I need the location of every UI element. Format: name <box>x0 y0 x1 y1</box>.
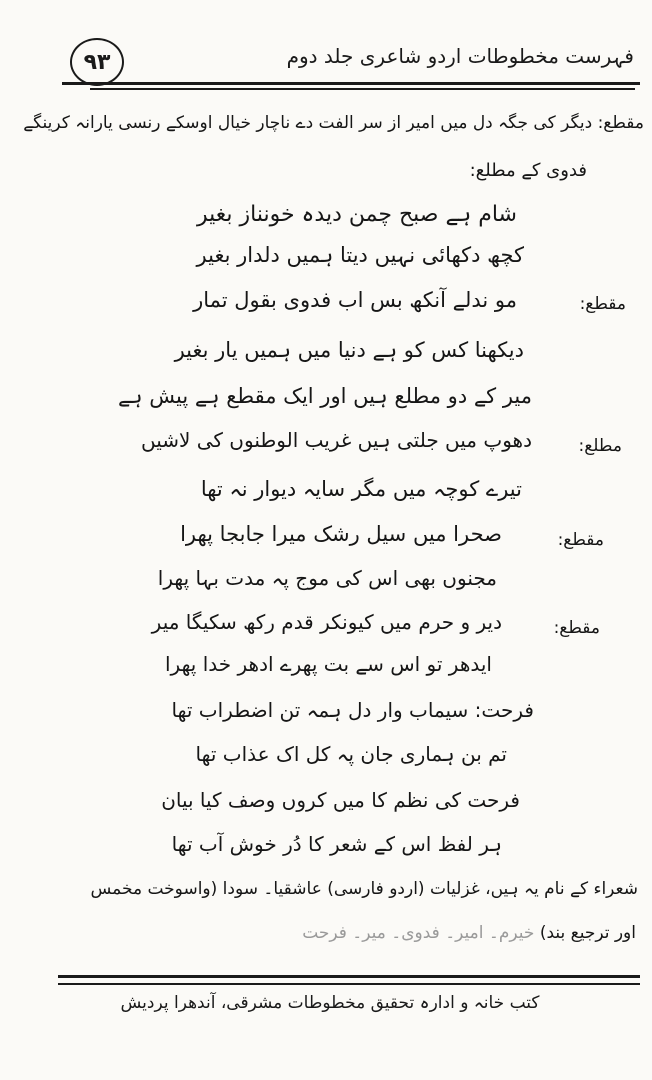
header-rule-top <box>62 82 640 85</box>
couplet1-line1: شام ہے صبح چمن دیدہ خونناز بغیر <box>196 202 517 227</box>
page-number-circle <box>70 38 124 86</box>
farhat-line4: ہر لفظ اس کے شعر کا دُر خوش آب تھا <box>171 832 502 856</box>
farhat-line3: فرحت کی نظم کا میں کروں وصف کیا بیان <box>161 788 520 812</box>
footer-rule-top <box>58 975 640 978</box>
footer-rule-bottom <box>58 983 640 985</box>
page-number: ۹۳ <box>83 49 111 75</box>
footer-text: کتب خانہ و ادارہ تحقیق مخطوطات مشرقی، آندھرا پردیش <box>120 993 540 1013</box>
couplet2-line1: مو ندلے آنکھ بس اب فدوی بقول تمار <box>193 288 517 312</box>
poets-line2 <box>302 922 636 943</box>
poets-line2-start: اور ترجیع بند) <box>539 923 636 943</box>
fidwi-heading: فدوی کے مطلع: <box>469 160 587 181</box>
couplet2-line2: دیکھنا کس کو ہے دنیا میں ہمیں یار بغیر <box>174 338 524 362</box>
couplet4-line1: صحرا میں سیل رشک میرا جابجا پھرا <box>180 522 502 546</box>
poets-names-faint: خیرم۔ امیر۔ فدوی۔ میر۔ فرحت <box>302 923 535 943</box>
couplet3-line1: دھوپ میں جلتی ہیں غریب الوطنوں کی لاشیں <box>140 428 532 452</box>
couplet2-label: مقطع: <box>579 294 626 314</box>
couplet4-label: مقطع: <box>557 530 604 550</box>
couplet5-label: مقطع: <box>553 618 600 638</box>
couplet4-line2: مجنوں بھی اس کی موج پہ مدت بہا پھرا <box>157 566 497 590</box>
couplet3-label: مطلع: <box>578 436 622 456</box>
poets-line1: شعراء کے نام یہ ہیں، غزلیات (اردو فارسی) عاشقیا۔ سودا (واسوخت مخمس <box>90 879 638 899</box>
farhat-line1: فرحت: سیماب وار دل ہمہ تن اضطراب تھا <box>171 698 534 722</box>
mir-note: میر کے دو مطلع ہیں اور ایک مقطع ہے پیش ہے <box>118 384 532 408</box>
intro-text: دیگر کی جگہ دل میں امیر از سر الفت دے ناچار خیال اوسکے رنسی یارانہ کرینگے <box>23 113 593 133</box>
couplet5-line2: ایدھر تو اس سے بت پھرے ادھر خدا پھرا <box>165 652 492 676</box>
intro-line <box>23 112 644 133</box>
farhat-line2: تم بن ہماری جان پہ کل اک عذاب تھا <box>195 742 507 766</box>
couplet3-line2: تیرے کوچہ میں مگر سایہ دیوار نہ تھا <box>200 477 522 501</box>
couplet5-line1: دیر و حرم میں کیونکر قدم رکھ سکیگا میر <box>151 610 502 634</box>
couplet1-line2: کچھ دکھائی نہیں دیتا ہمیں دلدار بغیر <box>196 243 524 267</box>
intro-label: مقطع: <box>597 113 644 133</box>
header-rule-bottom <box>90 88 635 90</box>
page-header-title: فہرست مخطوطات اردو شاعری جلد دوم <box>286 44 634 68</box>
